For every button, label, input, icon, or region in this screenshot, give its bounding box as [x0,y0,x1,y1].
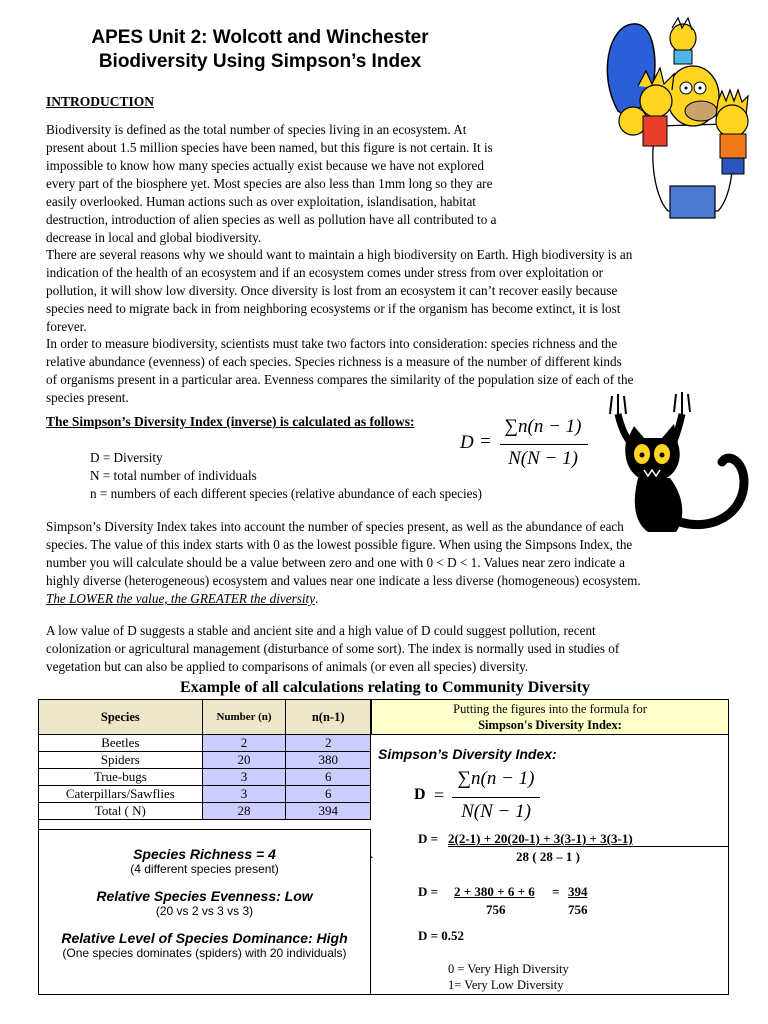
low-value-paragraph [46,622,746,676]
title-line-1: APES Unit 2: Wolcott and Winchester [91,27,429,48]
species-name: True-bugs [39,769,203,786]
emphasis-line [46,590,686,608]
richness-sub: (4 different species present) [130,862,279,876]
result-value: D = 0.52 [418,928,465,943]
title-line-2: Biodiversity Using Simpson’s Index [98,51,422,72]
step2-result-denominator: 756 [568,902,588,917]
step2-lhs: D = [418,884,439,899]
step2-numerator: 2 + 380 + 6 + 6 [454,884,535,899]
step1-numerator: 2(2-1) + 20(20-1) + 3(3-1) + 3(3-1) [448,831,633,846]
species-name: Spiders [39,752,203,769]
definition-n-species: n = numbers of each different species (relative abundance of each species) [90,486,483,501]
calc-formula-numerator: ∑n(n − 1) [457,768,535,789]
text-line: Biodiversity is defined as the total number of species living in an ecosystem. At [46,122,467,137]
table-header-row [39,700,371,735]
evenness-sub: (20 vs 2 vs 3 vs 3) [155,904,254,918]
text-line: colonization or agricultural management (disturbance of some sort). The index is normally used in studies of [46,641,620,656]
calculation-header-line-1: Putting the figures into the formula for [453,702,647,716]
text-line: species present. [46,390,129,405]
formula-heading: The Simpson’s Diversity Index (inverse) is calculated as follows: [46,414,415,429]
total-label: Total ( N) [39,803,203,820]
table-total-row [39,803,371,820]
text-line: every part of the biosphere yet. Most species are also less than 1mm long so they are [46,176,493,191]
definition-n-total: N = total number of individuals [90,468,257,483]
step1-fraction-bar [448,846,728,847]
intro-paragraph-1 [46,121,576,247]
text-line: Simpson’s Diversity Index takes into account the number of species present, as well as the abundance of each [46,519,624,534]
simpsons-family-illustration [598,16,758,226]
formula-fraction-bar [500,444,588,445]
dominance-title: Relative Level of Species Dominance: High [61,930,348,946]
text-line: pollution, it will show low diversity. Once diversity is lost from an ecosystem it can’t recover easily because [46,283,618,298]
step1-denominator: 28 ( 28 – 1 ) [516,849,580,864]
text-line: number you will calculate should be a value between zero and one with 0 < D < 1. Values near zero indicate a [46,555,625,570]
text-line: relative abundance (evenness) of each species. Species richness is a measure of the number of different kinds [46,354,622,369]
text-line: indication of the health of an ecosystem and if an ecosystem comes under stress from over exploitation or [46,265,604,280]
text-line: impossible to know how many species actually exist because we have not explored [46,158,485,173]
calc-formula-denominator: N(N − 1) [461,801,531,822]
total-count: 28 [202,803,286,820]
intro-paragraph-2 [46,246,746,336]
calculation-header-line-2: Simpson's Diversity Index: [478,718,622,732]
species-nn1: 6 [286,769,371,786]
species-nn1: 6 [286,786,371,803]
example-heading: Example of all calculations relating to Community Diversity [180,679,590,696]
calc-formula-lhs: D [414,786,426,803]
calc-formula [414,766,554,828]
dominance-sub: (One species dominates (spiders) with 20 individuals) [62,946,347,960]
calc-title: Simpson’s Diversity Index: [378,746,557,762]
text-line: decrease in local and global biodiversity. [46,230,262,245]
formula-denominator: N(N − 1) [508,448,578,469]
step2-result-numerator: 394 [568,884,588,899]
species-count: 2 [202,735,286,752]
table-row [39,786,371,803]
species-count: 3 [202,786,286,803]
calc-formula-fraction-bar [452,797,540,798]
text-line: A low value of D suggests a stable and ancient site and a high value of D could suggest pollution, recent [46,623,596,638]
step2-denominator: 756 [486,902,506,917]
text-line: easily overlooked. Human actions such as over exploitation, islandisation, habitat [46,194,476,209]
text-line: present about 1.5 million species have been named, but this figure is not certain. It is [46,140,493,155]
formula-equals: = [480,431,491,452]
species-table [38,699,371,820]
definition-d: D = Diversity [90,450,163,465]
species-count: 20 [202,752,286,769]
species-nn1: 2 [286,735,371,752]
step2-equals: = [552,884,560,899]
header-number: Number (n) [202,700,286,735]
text-line: highly diverse (heterogeneous) ecosystem and values near one indicate a less diverse (homogeneous) ecosystem. [46,573,641,588]
scale-high: 1= Very Low Diversity [448,978,564,992]
text-line: vegetation but can also be applied to comparisons of animals (or even all species) diversity. [46,659,529,674]
emphasis-period: . [315,591,319,606]
calculation-header [371,699,729,735]
formula-numerator: ∑n(n − 1) [504,416,582,437]
stray-dot: . [370,847,374,862]
explanation-paragraph [46,518,686,608]
header-species: Species [39,700,203,735]
table-row [39,735,371,752]
text-line: There are several reasons why we should want to maintain a high biodiversity on Earth. High biodiversity is an [46,247,633,262]
table-row [39,752,371,769]
text-line: of organisms present in a particular area. Evenness compares the similarity of the population size of each of the [46,372,634,387]
text-line: In order to measure biodiversity, scientists must take two factors into consideration: species richness and the [46,336,618,351]
richness-title: Species Richness = 4 [133,846,276,862]
species-name: Beetles [39,735,203,752]
calc-formula-equals: = [434,785,445,805]
total-nn1: 394 [286,803,371,820]
text-line: destruction, introduction of alien species as well as pollution have all contributed to a [46,212,497,227]
emphasis-text: The LOWER the value, the GREATER the diversity [46,591,316,606]
header-nn1: n(n-1) [286,700,371,735]
text-line: species. The value of this index starts with 0 as the lowest possible figure. When using the Simpsons Index, the [46,537,633,552]
diversity-scale [448,961,569,993]
text-line: species need to migrate back in from neighboring ecosystems or if the organism has become extinct, it is lost [46,301,621,316]
page-title [40,26,480,74]
step1-lhs: D = [418,831,439,846]
text-line: forever. [46,319,87,334]
species-nn1: 380 [286,752,371,769]
formula-lhs: D [460,432,474,453]
summary-box [38,829,371,995]
evenness-title: Relative Species Evenness: Low [96,888,313,904]
scale-low: 0 = Very High Diversity [448,962,569,976]
intro-heading: INTRODUCTION [46,94,155,109]
table-row [39,769,371,786]
variable-definitions [90,449,482,503]
species-count: 3 [202,769,286,786]
species-name: Caterpillars/Sawflies [39,786,203,803]
